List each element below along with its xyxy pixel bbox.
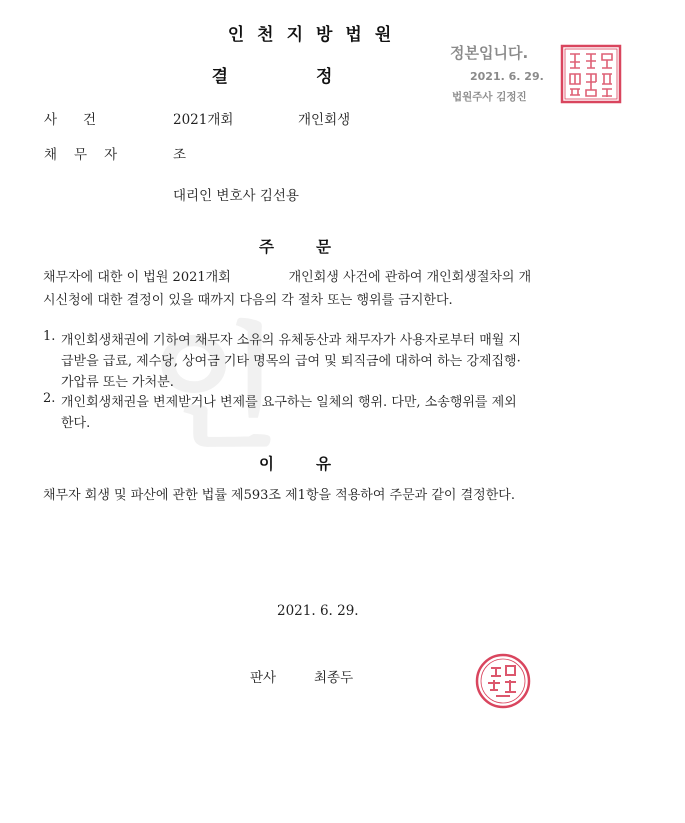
order-item-1-line-1: 개인회생채권에 기하여 채무자 소유의 유체동산과 채무자가 사용자로부터 매월 지 <box>61 333 522 348</box>
certified-officer: 법원주사 김정진 <box>452 91 527 103</box>
order-item-1-line-2: 급받을 급료, 제수당, 상여금 기타 명목의 급여 및 퇴직금에 대하여 하는 강제집행· <box>61 354 521 369</box>
order-intro-line-1: 채무자에 대한 이 법원 2021개회 개인회생 사건에 관하여 개인회생절차의 개 <box>43 270 532 285</box>
decision-date: 2021. 6. 29. <box>277 603 359 619</box>
reason-text: 채무자 회생 및 파산에 관한 법률 제593조 제1항을 적용하여 주문과 같이 결정한다. <box>43 488 515 503</box>
certified-date: 2021. 6. 29. <box>470 70 544 83</box>
order-item-1-line-3: 가압류 또는 가처분. <box>61 375 174 390</box>
order-heading: 주문 <box>259 238 373 256</box>
judge-name: 최종두 <box>314 670 354 686</box>
order-item-2-line-1: 개인회생채권을 변제받거나 변제를 요구하는 일체의 행위. 다만, 소송행위를 제외 <box>61 395 517 410</box>
court-official-seal <box>560 44 622 104</box>
order-item-number: 2. <box>43 391 56 406</box>
order-item-2-line-2: 한다. <box>61 416 91 431</box>
certified-copy-stamp: 정본입니다. <box>450 44 529 62</box>
debtor-label: 채무자 <box>44 147 135 163</box>
order-item-number: 1. <box>43 329 56 344</box>
judge-title: 판사 <box>250 670 277 686</box>
debtor-agent: 대리인 변호사 김선용 <box>173 188 299 204</box>
court-name: 인천지방법원 <box>227 25 405 45</box>
debtor-name: 조 <box>173 147 187 163</box>
order-intro-line-2: 시신청에 대한 결정이 있을 때까지 다음의 각 절차 또는 행위를 금지한다. <box>43 293 453 308</box>
background-watermark: 인 <box>150 310 287 467</box>
judge-seal <box>474 652 532 710</box>
case-number: 2021개회 <box>173 112 234 128</box>
case-name: 개인회생 <box>298 112 351 128</box>
reason-heading: 이유 <box>259 455 373 473</box>
case-label: 사건 <box>44 112 123 128</box>
document-type-title: 결정 <box>211 67 421 87</box>
